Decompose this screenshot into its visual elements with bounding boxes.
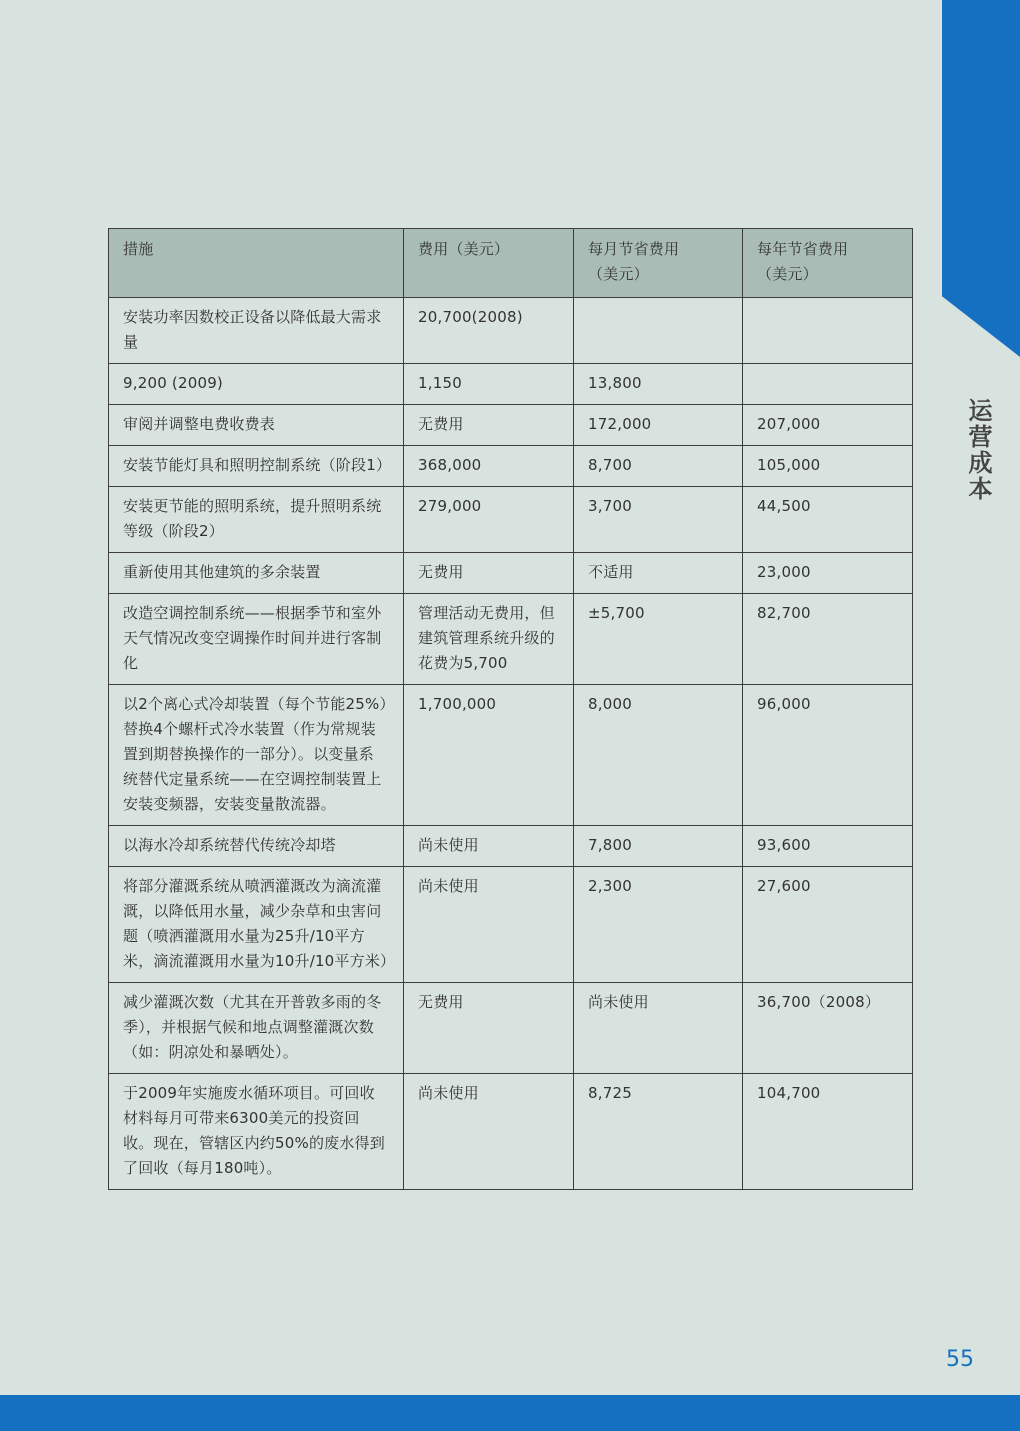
annual-saving-cell: 36,700（2008）	[743, 983, 913, 1074]
measure-cell: 于2009年实施废水循环项目。可回收材料每月可带来6300美元的投资回收。现在，管辖区内约50%的废水得到了回收（每月180吨）。	[109, 1074, 404, 1190]
table-body	[109, 298, 913, 1190]
measure-cell: 改造空调控制系统——根据季节和室外天气情况改变空调操作时间并进行客制化	[109, 594, 404, 685]
cost-cell: 1,700,000	[404, 685, 574, 826]
annual-saving-cell	[743, 364, 913, 405]
header-cost: 费用（美元）	[404, 229, 574, 298]
table-row	[109, 983, 913, 1074]
cost-cell: 279,000	[404, 487, 574, 553]
monthly-saving-cell: 3,700	[574, 487, 743, 553]
table-row	[109, 405, 913, 446]
monthly-saving-cell: 不适用	[574, 553, 743, 594]
monthly-saving-cell: 172,000	[574, 405, 743, 446]
monthly-saving-cell: ±5,700	[574, 594, 743, 685]
table-row	[109, 826, 913, 867]
annual-saving-cell: 23,000	[743, 553, 913, 594]
annual-saving-cell: 93,600	[743, 826, 913, 867]
section-title: 运营成本	[964, 398, 992, 502]
cost-cell: 尚未使用	[404, 826, 574, 867]
annual-saving-cell: 105,000	[743, 446, 913, 487]
annual-saving-cell: 104,700	[743, 1074, 913, 1190]
monthly-saving-cell: 7,800	[574, 826, 743, 867]
measure-cell: 安装功率因数校正设备以降低最大需求量	[109, 298, 404, 364]
cost-cell: 尚未使用	[404, 1074, 574, 1190]
measure-cell: 9,200 (2009)	[109, 364, 404, 405]
monthly-saving-cell: 8,700	[574, 446, 743, 487]
monthly-saving-cell: 尚未使用	[574, 983, 743, 1074]
bottom-bar-decoration	[0, 1395, 1020, 1431]
table-row	[109, 298, 913, 364]
table-row	[109, 1074, 913, 1190]
side-tab-decoration	[942, 0, 1020, 357]
measure-cell: 将部分灌溉系统从喷洒灌溉改为滴流灌溉，以降低用水量，减少杂草和虫害问题（喷洒灌溉用水量为25升/10平方米，滴流灌溉用水量为10升/10平方米）	[109, 867, 404, 983]
annual-saving-cell: 207,000	[743, 405, 913, 446]
cost-saving-table	[108, 228, 913, 1190]
cost-cell: 1,150	[404, 364, 574, 405]
annual-saving-cell	[743, 298, 913, 364]
table-row	[109, 594, 913, 685]
table-row	[109, 446, 913, 487]
cost-cell: 20,700(2008)	[404, 298, 574, 364]
table-row	[109, 685, 913, 826]
measure-cell: 以2个离心式冷却装置（每个节能25%）替换4个螺杆式冷水装置（作为常规装置到期替换操作的一部分）。以变量系统替代定量系统——在空调控制装置上安装变频器，安装变量散流器。	[109, 685, 404, 826]
measure-cell: 重新使用其他建筑的多余装置	[109, 553, 404, 594]
annual-saving-cell: 82,700	[743, 594, 913, 685]
table-row	[109, 487, 913, 553]
cost-cell: 368,000	[404, 446, 574, 487]
monthly-saving-cell: 8,725	[574, 1074, 743, 1190]
monthly-saving-cell: 8,000	[574, 685, 743, 826]
measure-cell: 减少灌溉次数（尤其在开普敦多雨的冬季），并根据气候和地点调整灌溉次数（如：阴凉处和暴晒处）。	[109, 983, 404, 1074]
measure-cell: 审阅并调整电费收费表	[109, 405, 404, 446]
monthly-saving-cell: 13,800	[574, 364, 743, 405]
table-row	[109, 867, 913, 983]
header-row	[109, 229, 913, 298]
annual-saving-cell: 44,500	[743, 487, 913, 553]
table-row	[109, 553, 913, 594]
measure-cell: 以海水冷却系统替代传统冷却塔	[109, 826, 404, 867]
header-monthly-saving: 每月节省费用 （美元）	[574, 229, 743, 298]
header-measure: 措施	[109, 229, 404, 298]
cost-cell: 尚未使用	[404, 867, 574, 983]
annual-saving-cell: 96,000	[743, 685, 913, 826]
cost-cell: 无费用	[404, 405, 574, 446]
header-annual-saving: 每年节省费用 （美元）	[743, 229, 913, 298]
cost-cell: 无费用	[404, 983, 574, 1074]
cost-cell: 管理活动无费用，但建筑管理系统升级的花费为5,700	[404, 594, 574, 685]
measure-cell: 安装更节能的照明系统，提升照明系统等级（阶段2）	[109, 487, 404, 553]
monthly-saving-cell	[574, 298, 743, 364]
cost-cell: 无费用	[404, 553, 574, 594]
monthly-saving-cell: 2,300	[574, 867, 743, 983]
table-row	[109, 364, 913, 405]
table-header	[109, 229, 913, 298]
measure-cell: 安装节能灯具和照明控制系统（阶段1）	[109, 446, 404, 487]
cost-saving-table-container	[108, 228, 912, 1190]
page-number: 55	[946, 1347, 974, 1372]
annual-saving-cell: 27,600	[743, 867, 913, 983]
